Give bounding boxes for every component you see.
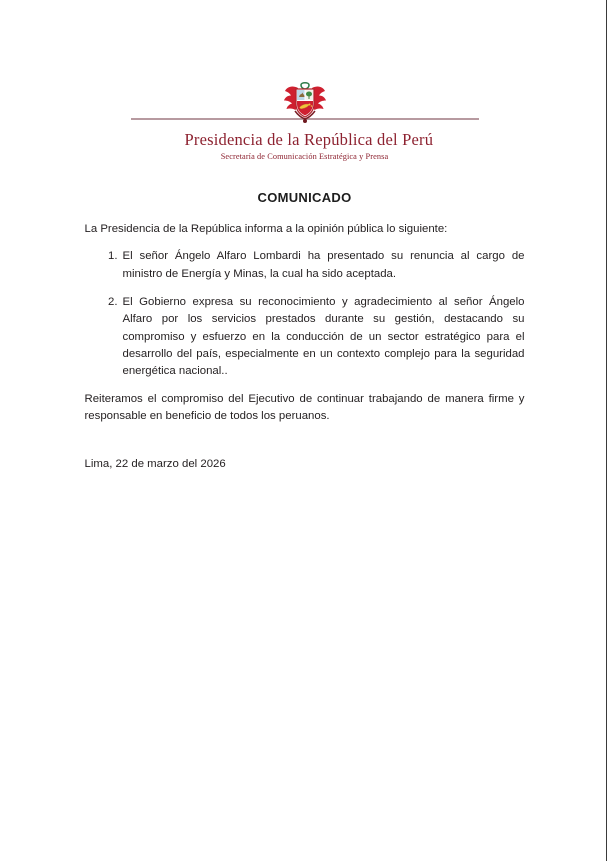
closing-paragraph: Reiteramos el compromiso del Ejecutivo de continuar trabajando de manera firme y responsable en beneficio de todos los peruanos. xyxy=(84,392,525,422)
page-edge-rule xyxy=(606,0,607,861)
document-content xyxy=(85,162,525,473)
crest-container xyxy=(185,78,425,126)
peru-coat-of-arms-icon xyxy=(283,80,327,126)
statement-list xyxy=(85,248,525,380)
intro-paragraph: La Presidencia de la República informa a la opinión pública lo siguiente: xyxy=(84,222,448,235)
office-name: Secretaría de Comunicación Estratégica y Prensa xyxy=(220,151,389,161)
dateline: Lima, 22 de marzo del 2026 xyxy=(84,458,226,471)
letterhead xyxy=(184,0,434,162)
list-item: El señor Ángelo Alfaro Lombardi ha presentado su renuncia al cargo de ministro de Energía y Minas, la cual ha sido aceptada. xyxy=(122,250,525,280)
organization-name: Presidencia de la República del Perú xyxy=(184,130,434,149)
list-item: El Gobierno expresa su reconocimiento y agradecimiento al señor Ángelo Alfaro por los servicios prestados durante su gestión, destacando su compromiso y esfuerzo en la conducción de un sector estratégico para el desarrollo del país, especialmente en un contexto complejo para la seguridad energética nacional.. xyxy=(122,295,525,378)
document-title: COMUNICADO xyxy=(257,189,352,205)
